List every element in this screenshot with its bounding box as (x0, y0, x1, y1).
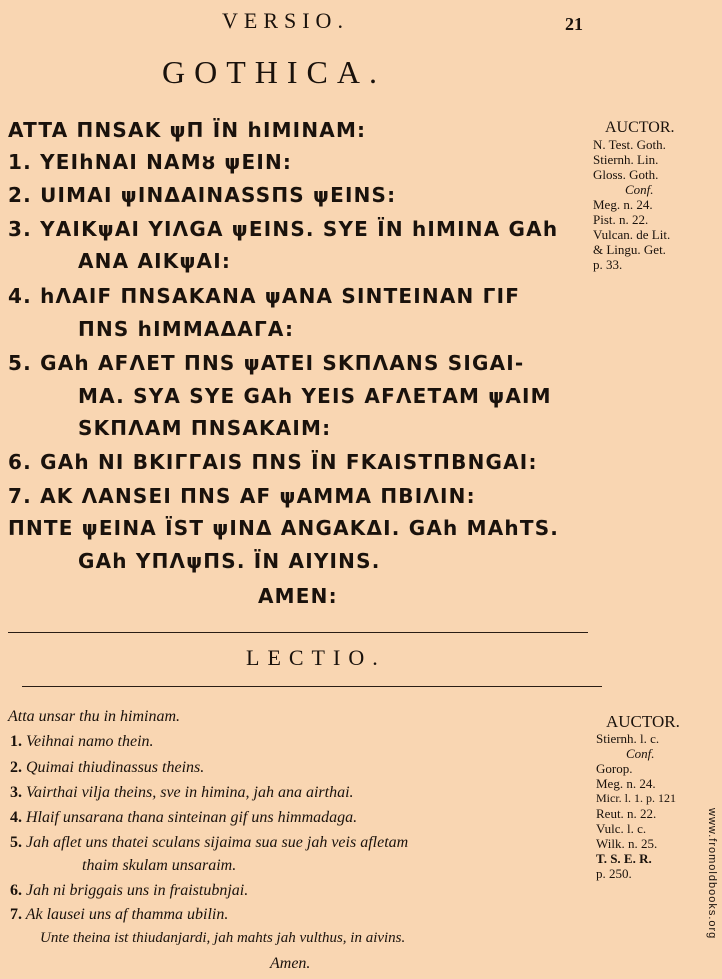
divider-rule (8, 632, 588, 633)
gothic-line: ΠNTE ψEINA ÏST ψINΔ ANGAKΔI. GAh MAhTS. (8, 516, 560, 540)
auctor-line: Meg. n. 24. (593, 197, 653, 212)
auctor-line: Stiernh. l. c. (596, 731, 660, 746)
gothic-line: 2. ᑌIMAI ψINΔΑΙΝΑSSΠS ψEINS: (8, 183, 397, 207)
auctor-line: Conf. (626, 746, 655, 761)
auctor-line: Conf. (625, 182, 654, 197)
lectio-line: 6. Jah ni briggais uns in fraistubnjai. (10, 882, 249, 899)
lectio-auctor-note (596, 714, 680, 881)
lectio-line: Unte theina ist thiudanjardi, jah mahts jah vulthus, in aivins. (40, 930, 406, 946)
page-number: 21 (565, 14, 583, 34)
divider-rule (22, 686, 602, 687)
auctor-line: Gloss. Goth. (593, 167, 659, 182)
auctor-line: Wilk. n. 25. (596, 836, 658, 851)
gothic-line: 6. GAh NI BKIΓΓAIS ΠNS ÏN FKAISTΠΒNGAI: (8, 450, 538, 474)
gothic-line: ΠNS hIMMAΔAΓA: (78, 317, 295, 341)
lectio-line: Atta unsar thu in himinam. (8, 708, 181, 725)
auctor-line: Vulcan. de Lit. (593, 227, 671, 242)
auctor-line: N. Test. Goth. (593, 137, 666, 152)
gothic-auctor-note (593, 120, 675, 272)
lectio-amen: Amen. (270, 955, 311, 972)
auctor-line: Pist. n. 22. (593, 212, 649, 227)
gothic-line: ANA ΑΙΚψΑΙ: (78, 249, 232, 273)
auctor-line: Stiernh. Lin. (593, 152, 659, 167)
gothic-line: 5. GAh AFΛET ΠNS ψATEI SKΠΛΑΝS SIGAI- (8, 351, 525, 375)
gothic-line: 1. ΥEIhNAI NAMȣ ψEIN: (8, 150, 293, 174)
auctor-line: Micr. l. 1. p. 121 (596, 791, 676, 805)
gothic-line: 3. ΥΑΙΚψΑΙ ΥΙΛGΑ ψEINS. SΥE ÏN hIMINA GAh (8, 217, 559, 241)
lectio-line: 4. Hlaif unsarana thana sinteinan gif uns himmadaga. (10, 809, 358, 826)
lectio-line: 2. Quimai thiudinassus theins. (10, 759, 205, 776)
lectio-line: thaim skulam unsaraim. (82, 857, 237, 874)
auctor-line: T. S. E. R. (596, 851, 652, 866)
auctor-line: Meg. n. 24. (596, 776, 656, 791)
lectio-line: 1. Veihnai namo thein. (10, 733, 154, 750)
lectio-line: 5. Jah aflet uns thatei sculans sijaima sua sue jah veis afletam (10, 834, 409, 851)
gothic-line: ATTA ΠNSAK ψΠ ÏN hIMINAM: (8, 118, 367, 142)
watermark: www.fromoldbooks.org (706, 808, 718, 940)
auctor-line: & Lingu. Get. (593, 242, 666, 257)
gothic-line: SKΠΛΑΜ ΠNSAKAIM: (78, 416, 332, 440)
auctor-heading: AUCTOR. (605, 119, 675, 136)
lectio-line: 7. Ak lausei uns af thamma ubilin. (10, 906, 229, 923)
auctor-line: p. 33. (593, 257, 623, 272)
lectio-line: 3. Vairthai vilja theins, sve in himina, jah ana airthai. (10, 784, 354, 801)
auctor-line: Reut. n. 22. (596, 806, 657, 821)
gothic-line: 4. hΛΑΙF ΠNSAKANA ψANA SINTEINAN ΓIF (8, 284, 521, 308)
auctor-line: Gorop. (596, 761, 633, 776)
auctor-line: p. 250. (596, 866, 632, 881)
auctor-heading: AUCTOR. (606, 712, 680, 731)
gothic-amen: AMEN: (258, 584, 338, 608)
section-title-gothica: GOTHICA. (162, 54, 386, 90)
section-title-lectio: LECTIO. (246, 645, 386, 670)
gothic-line: GAh ΥΠΛψΠS. ÏN AIΥINS. (78, 549, 381, 573)
gothic-line: 7. AK ΛΑΝSEI ΠNS AF ψAMMA ΠBIΛIN: (8, 484, 476, 508)
gothic-line: MA. SΥA SΥE GAh ΥEIS AFΛEΤΑΜ ψΑΙΜ (78, 384, 552, 408)
running-head: VERSIO. (222, 8, 349, 33)
auctor-line: Vulc. l. c. (596, 821, 647, 836)
